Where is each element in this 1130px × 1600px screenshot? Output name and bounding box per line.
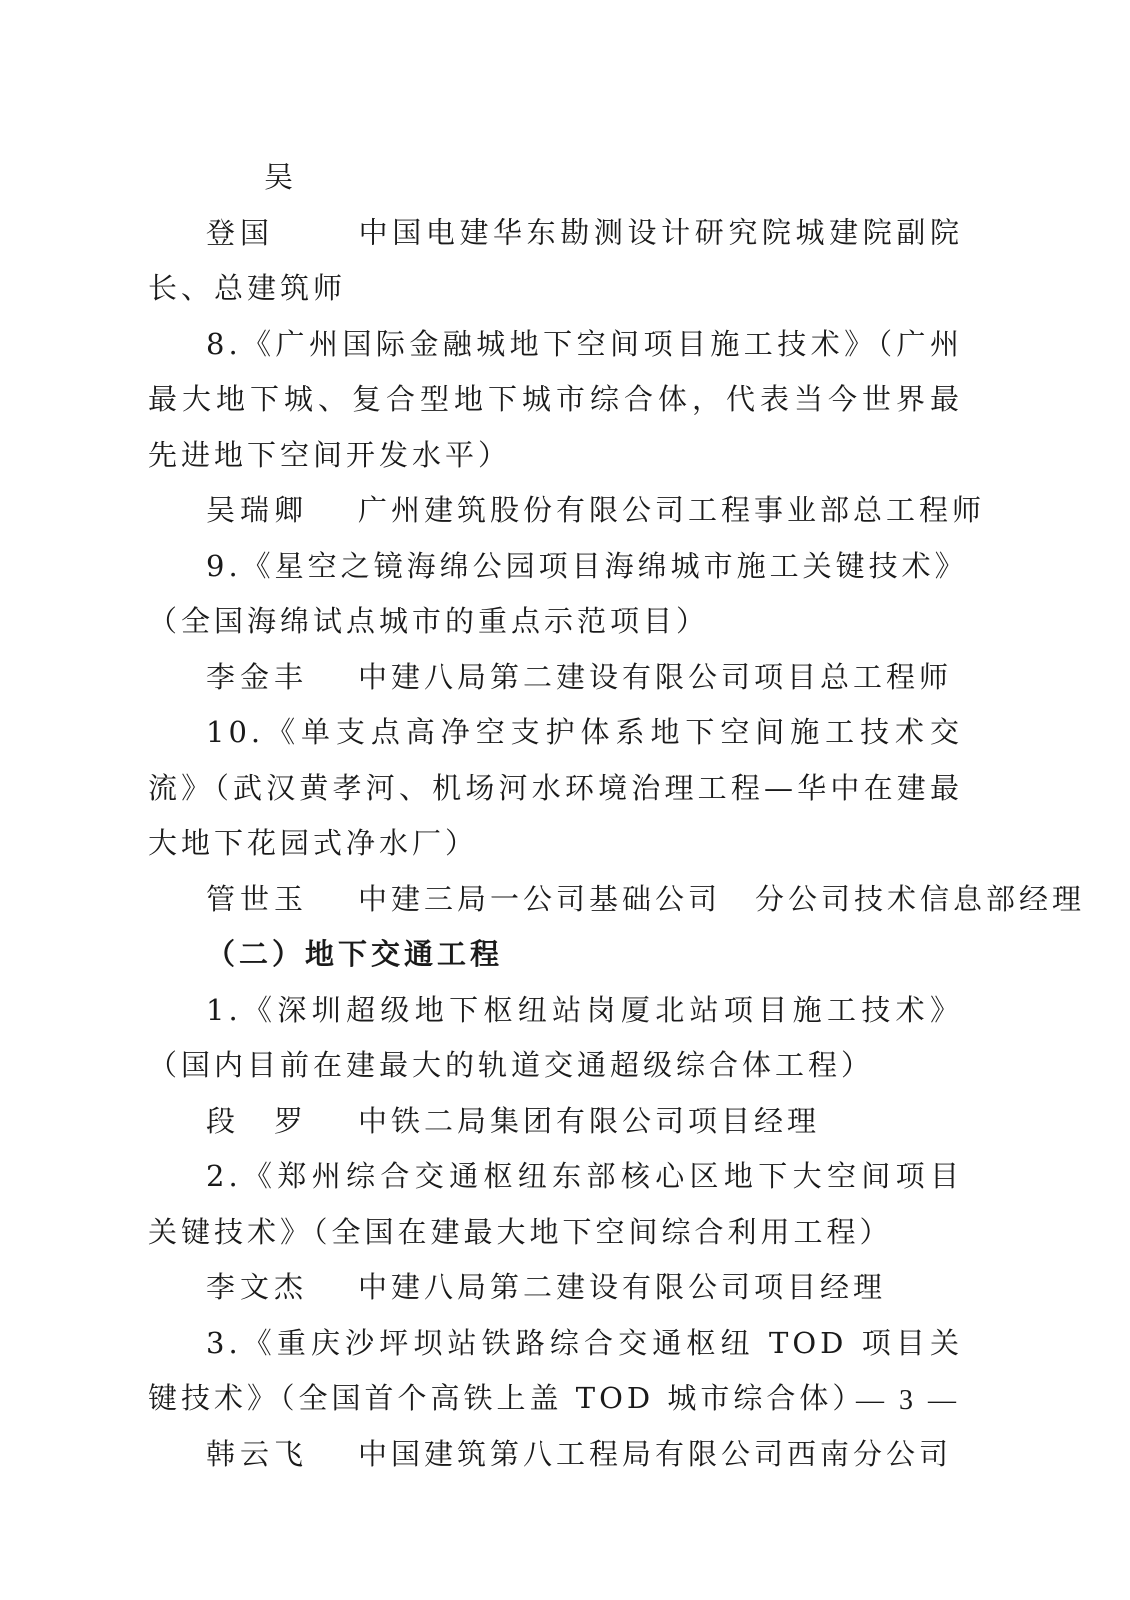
presenter-line	[148, 872, 1086, 928]
presenter-name: 吴登国	[206, 160, 299, 250]
document-body	[148, 150, 1086, 1482]
presenter-name: 管世玉	[206, 881, 309, 916]
topic-item	[148, 983, 963, 1094]
presenter-role: 中建八局第二建设有限公司项目总工程师	[358, 659, 953, 694]
topic-description: （武汉黄孝河、机场河水环境治理工程—华中在建最大地下花园式净水厂）	[148, 770, 963, 860]
topic-description: （全国首个高铁上盖 TOD 城市综合体）	[280, 1381, 866, 1415]
topic-title: 9.《星空之镜海绵公园项目海绵城市施工关键技术》	[206, 548, 968, 583]
presenter-role: 分公司技术信息部经理	[755, 881, 1086, 916]
topic-item	[148, 1316, 963, 1427]
topic-title: 3.《重庆沙坪坝站铁路综合交通枢纽 TOD 项目关键技术》	[148, 1325, 963, 1415]
section-heading: （二）地下交通工程	[206, 937, 504, 971]
topic-description: （广州最大地下城、复合型地下城市综合体，代表当今世界最先进地下空间开发水平）	[148, 326, 963, 472]
topic-item	[148, 1149, 963, 1260]
presenter-line	[148, 650, 963, 706]
topic-description: （全国海绵试点城市的重点示范项目）	[148, 604, 710, 638]
presenter-role: 中国电建华东勘测设计研究院城建院副院长、总建筑师	[148, 215, 963, 305]
presenter-role: 中国建筑第八工程局有限公司西南分公司	[358, 1436, 953, 1471]
topic-item	[148, 539, 968, 650]
presenter-role: 中铁二局集团有限公司项目经理	[358, 1103, 821, 1138]
topic-title: 10.《单支点高净空支护体系地下空间施工技术交流》	[148, 715, 963, 805]
topic-title: 1.《深圳超级地下枢纽站岗厦北站项目施工技术》	[206, 992, 963, 1027]
presenter-line	[148, 1094, 963, 1150]
topic-description: （全国在建最大地下空间综合利用工程）	[313, 1214, 893, 1249]
presenter-line	[148, 483, 986, 539]
topic-item	[148, 317, 963, 484]
topic-description: （国内目前在建最大的轨道交通超级综合体工程）	[148, 1048, 875, 1082]
page-number: — 3 —	[856, 1385, 960, 1416]
presenter-role: 中建八局第二建设有限公司项目经理	[358, 1270, 887, 1304]
presenter-organization: 中建三局一公司基础公司	[358, 881, 722, 916]
presenter-name: 李文杰	[206, 1270, 309, 1304]
presenter-line	[148, 1427, 963, 1483]
topic-title: 2.《郑州综合交通枢纽东部核心区地下大空间项目关键技术》	[148, 1159, 963, 1249]
presenter-name: 韩云飞	[206, 1436, 309, 1471]
presenter-line	[148, 1260, 963, 1316]
presenter-name: 李金丰	[206, 659, 309, 694]
topic-item	[148, 705, 963, 872]
presenter-role: 广州建筑股份有限公司工程事业部总工程师	[358, 493, 986, 527]
topic-title: 8.《广州国际金融城地下空间项目施工技术》	[206, 326, 878, 361]
presenter-name: 段 罗	[206, 1103, 309, 1138]
presenter-line	[148, 150, 963, 317]
presenter-name: 吴瑞卿	[206, 493, 309, 527]
